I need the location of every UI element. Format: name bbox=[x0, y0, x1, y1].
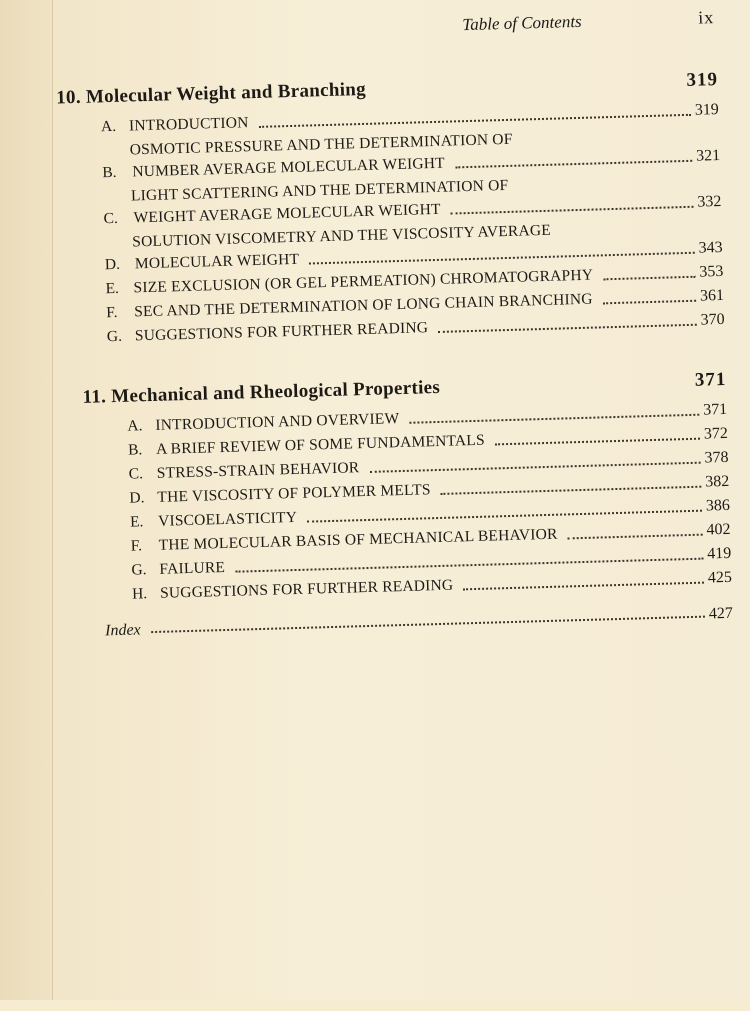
dot-leader bbox=[409, 414, 699, 424]
entry-page: 378 bbox=[704, 448, 729, 467]
entry-title: SIZE EXCLUSION (OR GEL PERMEATION) CHROMATOGRAPHY bbox=[133, 266, 594, 297]
entry-page: 382 bbox=[704, 472, 730, 491]
entry-letter: B. bbox=[102, 163, 117, 182]
entry-letter: H. bbox=[131, 585, 148, 603]
dot-leader bbox=[495, 438, 700, 446]
index-label: Index bbox=[104, 621, 141, 640]
entry-title: LIGHT SCATTERING AND THE DETERMINATION OF bbox=[130, 176, 509, 205]
dot-leader bbox=[451, 206, 694, 215]
dot-leader bbox=[463, 582, 704, 591]
entry-title: A BRIEF REVIEW OF SOME FUNDAMENTALS bbox=[155, 431, 486, 458]
entry-letter: E. bbox=[129, 513, 144, 531]
chapter-title: 11. Mechanical and Rheological Properties bbox=[82, 376, 441, 408]
page-number: ix bbox=[697, 7, 715, 28]
entry-page: 402 bbox=[706, 520, 731, 539]
entry-page: 386 bbox=[705, 496, 731, 515]
entry-letter: A. bbox=[100, 117, 117, 136]
entry-page: 353 bbox=[699, 262, 724, 281]
entry-title: THE VISCOSITY OF POLYMER MELTS bbox=[157, 481, 431, 506]
entry-letter: F. bbox=[106, 303, 118, 322]
entry-title-continued: MOLECULAR WEIGHT bbox=[134, 250, 300, 273]
entry-page: 425 bbox=[707, 568, 733, 587]
entry-page: 371 bbox=[702, 400, 728, 419]
index-page: 427 bbox=[708, 604, 734, 623]
entry-title: SUGGESTIONS FOR FURTHER READING bbox=[159, 576, 454, 602]
entry-letter: A. bbox=[127, 417, 143, 435]
entry-title: SOLUTION VISCOMETRY AND THE VISCOSITY AVERAGE bbox=[132, 221, 552, 251]
entry-title: SEC AND THE DETERMINATION OF LONG CHAIN BRANCHING bbox=[133, 290, 593, 321]
running-title: Table of Contents bbox=[462, 11, 582, 35]
chapter-10 bbox=[56, 69, 725, 351]
entry-letter: C. bbox=[103, 209, 119, 228]
entry-title: SUGGESTIONS FOR FURTHER READING bbox=[134, 319, 429, 345]
entry-page: 332 bbox=[697, 192, 722, 211]
entry-title: OSMOTIC PRESSURE AND THE DETERMINATION OF bbox=[129, 130, 513, 159]
entry-title-continued: WEIGHT AVERAGE MOLECULAR WEIGHT bbox=[133, 200, 441, 227]
entry-title: INTRODUCTION bbox=[128, 114, 249, 135]
running-head bbox=[462, 7, 714, 35]
dot-leader bbox=[438, 324, 697, 333]
chapter-11 bbox=[64, 369, 732, 609]
entry-page: 343 bbox=[698, 238, 723, 257]
chapter-page: 371 bbox=[694, 368, 727, 391]
entry-title: INTRODUCTION AND OVERVIEW bbox=[155, 410, 400, 434]
entry-page: 321 bbox=[695, 147, 721, 165]
entry-letter: G. bbox=[131, 561, 147, 579]
dot-leader bbox=[455, 160, 692, 169]
entry-letter: D. bbox=[129, 489, 145, 507]
entry-page: 319 bbox=[694, 101, 720, 119]
dot-leader bbox=[603, 276, 695, 281]
entry-letter: B. bbox=[127, 441, 143, 459]
chapter-title: 10. Molecular Weight and Branching bbox=[55, 78, 367, 109]
entry-letter: G. bbox=[106, 327, 123, 346]
section-list bbox=[127, 399, 732, 606]
dot-leader bbox=[441, 486, 702, 495]
entry-letter: D. bbox=[104, 255, 121, 274]
entry-title: THE MOLECULAR BASIS OF MECHANICAL BEHAVIOR bbox=[158, 525, 558, 554]
entry-letter: F. bbox=[130, 537, 143, 555]
entry-title-continued: NUMBER AVERAGE MOLECULAR WEIGHT bbox=[132, 154, 446, 181]
entry-page: 419 bbox=[706, 544, 732, 563]
chapter-page: 319 bbox=[686, 69, 719, 91]
entry-page: 361 bbox=[699, 286, 725, 305]
index-entry bbox=[105, 605, 733, 641]
entry-page: 372 bbox=[703, 424, 729, 443]
entry-title: FAILURE bbox=[159, 558, 226, 578]
entry-title: VISCOELASTICITY bbox=[157, 508, 298, 530]
entry-letter: E. bbox=[105, 279, 120, 298]
entry-title: STRESS-STRAIN BEHAVIOR bbox=[156, 459, 360, 482]
dot-leader bbox=[568, 534, 703, 540]
entry-letter: C. bbox=[128, 465, 144, 483]
dot-leader bbox=[603, 300, 696, 305]
dot-leader bbox=[369, 462, 700, 473]
section-list bbox=[101, 99, 725, 348]
entry-page: 370 bbox=[700, 310, 725, 329]
dot-leader bbox=[151, 616, 705, 633]
